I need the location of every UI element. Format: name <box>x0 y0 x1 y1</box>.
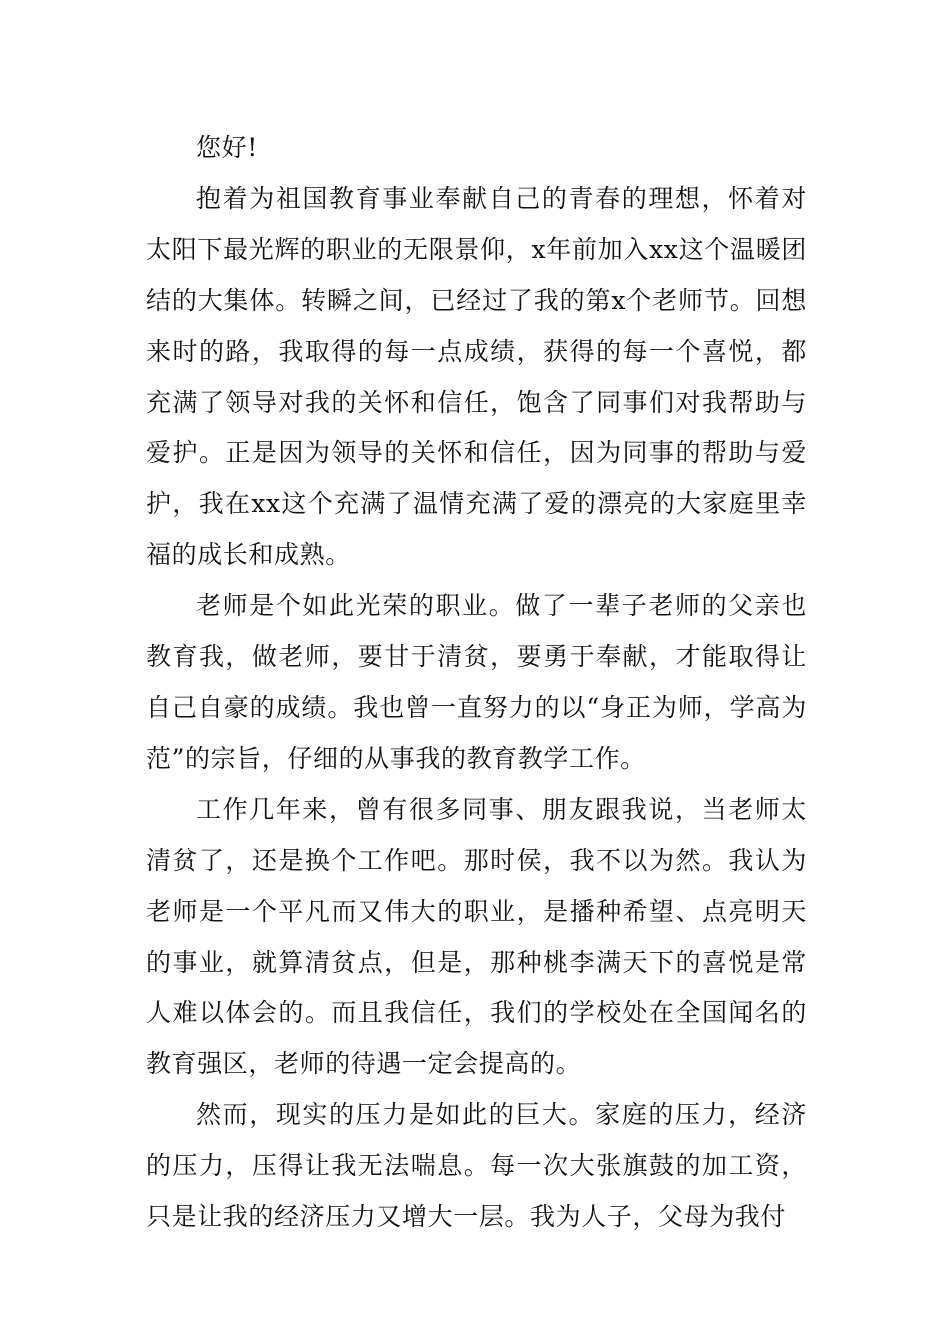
paragraph-4: 然而，现实的压力是如此的巨大。家庭的压力，经济的压力，压得让我无法喘息。每一次大张旗鼓的加工资，只是让我的经济压力又增大一层。我为人子，父母为我付 <box>146 1100 807 1232</box>
paragraph-3: 工作几年来，曾有很多同事、朋友跟我说，当老师太清贫了，还是换个工作吧。那时侯，我不以为然。我认为老师是一个平凡而又伟大的职业，是播种希望、点亮明天的事业，就算清贫点，但是，那种桃李满天下的喜悦是常人难以体会的。而且我信任，我们的学校处在全国闻名的教育强区，老师的待遇一定会提高的。 <box>146 794 807 1079</box>
greeting: 您好! <box>196 133 258 162</box>
paragraph-1: 抱着为祖国教育事业奉献自己的青春的理想，怀着对太阳下最光辉的职业的无限景仰，x年前加入xx这个温暖团结的大集体。转瞬之间，已经过了我的第x个老师节。回想来时的路，我取得的每一点成绩，获得的每一个喜悦，都充满了领导对我的关怀和信任，饱含了同事们对我帮助与爱护。正是因为领导的关怀和信任，因为同事的帮助与爱护，我在xx这个充满了温情充满了爱的漂亮的大家庭里幸福的成长和成熟。 <box>146 183 807 570</box>
document-body <box>146 123 807 1243</box>
paragraph-2: 老师是个如此光荣的职业。做了一辈子老师的父亲也教育我，做老师，要甘于清贫，要勇于奉献，才能取得让自己自豪的成绩。我也曾一直努力的以“身正为师，学高为范”的宗旨，仔细的从事我的教育教学工作。 <box>146 591 807 773</box>
